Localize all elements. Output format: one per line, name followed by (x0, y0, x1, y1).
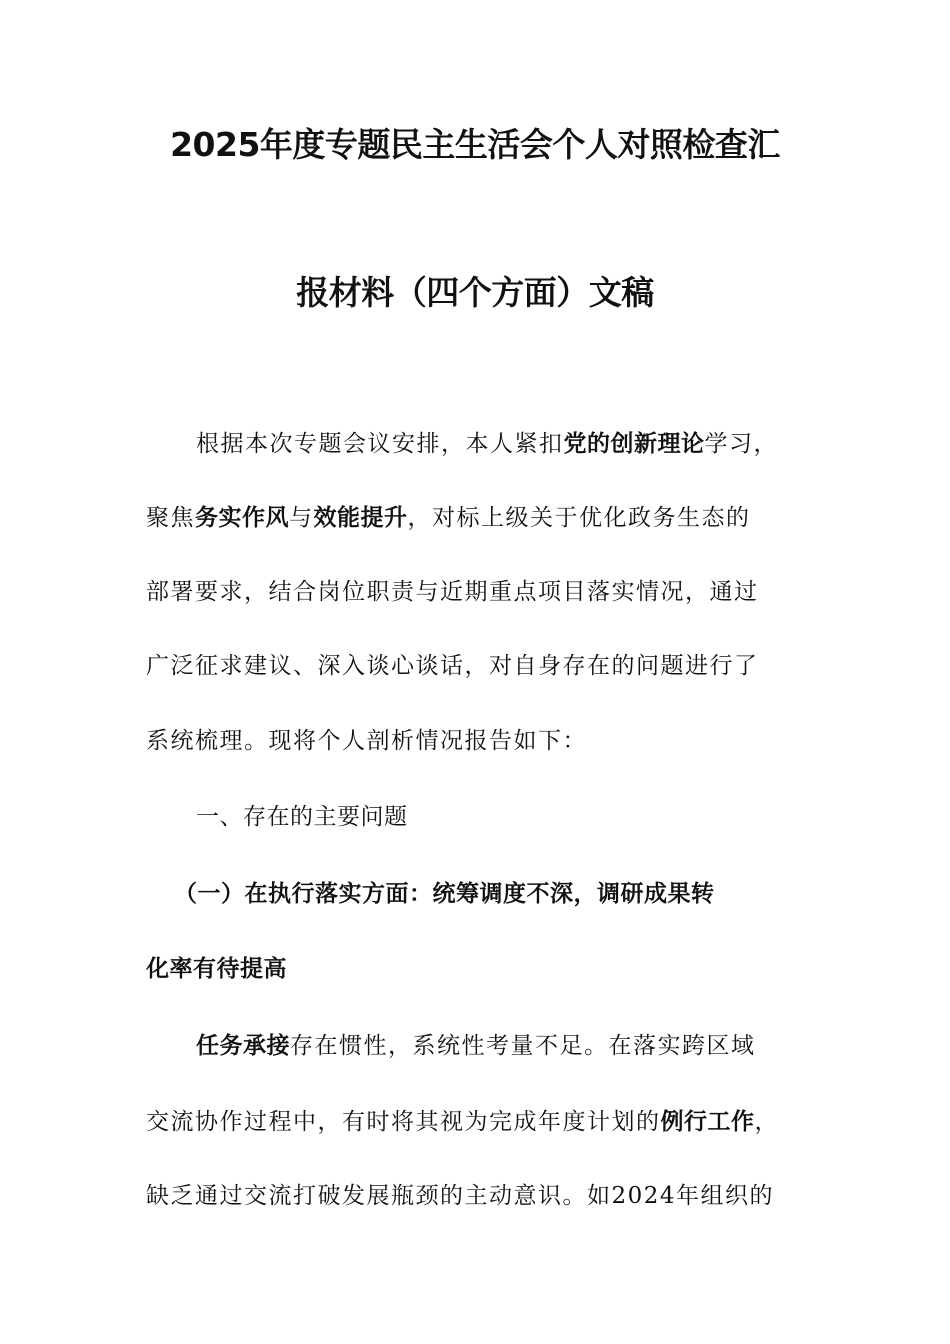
text-run: 交流协作过程中，有时将其视为完成年度计划的 (146, 1109, 661, 1135)
paragraph-2-line-1 (196, 1030, 856, 1062)
paragraph-2-line-3: 缺乏通过交流打破发展瓶颈的主动意识。如2024年组织的 (146, 1183, 775, 1209)
text-run: 聚焦 (146, 505, 195, 531)
subsection-heading-1-line-1: （一）在执行落实方面：统筹调度不深，调研成果转 (174, 881, 715, 907)
emphasis-text: 务实作风 (195, 505, 289, 531)
document-title-line-2: 报材料（四个方面）文稿 (296, 273, 654, 312)
text-run: 学习， (704, 431, 778, 457)
text-run: 与 (289, 505, 314, 531)
text-run: 存在惯性，系统性考量不足。在落实跨区域 (290, 1033, 756, 1059)
text-run: ，对标上级关于优化政务生态的 (407, 505, 751, 531)
document-title-line-1: 2025年度专题民主生活会个人对照检查汇 (170, 125, 780, 164)
paragraph-1-line-2 (146, 502, 806, 534)
paragraph-1-line-4: 广泛征求建议、深入谈心谈话，对自身存在的问题进行了 (146, 653, 759, 679)
emphasis-text: 任务承接 (196, 1033, 290, 1059)
text-run: 根据本次专题会议安排，本人紧扣 (196, 431, 564, 457)
paragraph-1-line-3: 部署要求，结合岗位职责与近期重点项目落实情况，通过 (146, 579, 759, 605)
subsection-heading-1-line-2: 化率有待提高 (146, 956, 287, 982)
paragraph-1-line-5: 系统梳理。现将个人剖析情况报告如下： (146, 728, 587, 754)
paragraph-2-line-2 (146, 1106, 806, 1138)
paragraph-1-line-1 (196, 428, 856, 460)
emphasis-text: 党的创新理论 (563, 431, 705, 457)
emphasis-text: 例行工作 (660, 1109, 755, 1135)
section-heading-1: 一、存在的主要问题 (196, 804, 408, 830)
emphasis-text: 效能提升 (313, 505, 408, 531)
text-run: ， (754, 1109, 779, 1135)
